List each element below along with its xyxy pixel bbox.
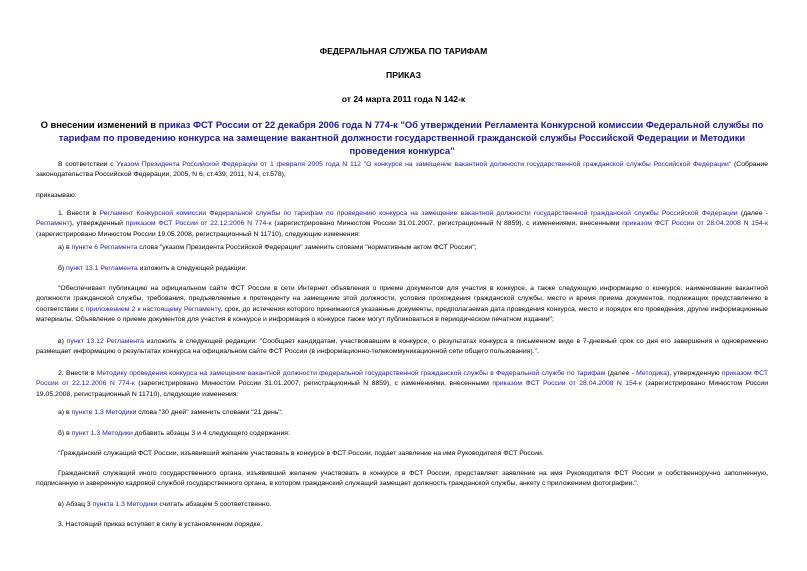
methodology-link[interactable]: Методику проведения конкурса на замещение вакантной должности федеральной государственной гражданской службы в Федеральной службе по тарифам [96,370,606,377]
reglament-point-13-1-link[interactable]: пункт 13.1 Регламента [66,265,138,272]
item-2c-text-1: в) Абзац 3 [58,501,93,508]
item-2c-paragraph [36,500,768,510]
quote-3-paragraph: Гражданский служащий иного государственного органа, изъявивший желание участвовать в конкурсе в ФСТ России, представляет заявление на имя Руководителя ФСТ России и собственноручно заполненную, подписанную и заверенную кадровой службой государственного органа, в котором гражданский служащий замещает должность гражданской службы, анкету с приложением фотографии.". [36,470,768,488]
item-2-text-4: (зарегистрировано Минюстом России 31.01.2007, регистрационный N 8859), с изменениями, внесенными [134,380,493,388]
item-1a-text-2: слова "указом Президента Российской Федерации" заменить словами "нормативным актом ФСТ России"; [137,244,477,251]
item-2a-text-1: а) в [58,409,72,416]
document-type-heading: ПРИКАЗ [386,70,421,80]
item-2b-text-2: добавить абзацы 3 и 4 следующего содержания: [132,430,290,437]
item-2b-text-1: б) в [58,430,72,437]
item-2a-text-2: слова "30 дней" заменить словами "21 день"; [136,409,283,416]
item-1-paragraph [36,209,768,240]
item-1-text-2: (далее - [737,210,768,217]
order-word: приказываю: [36,192,77,199]
item-1-text-3: ), утвержденный [69,220,126,228]
agency-heading: ФЕДЕРАЛЬНАЯ СЛУЖБА ПО ТАРИФАМ [319,46,488,56]
item-2c-text-2: считать абзацем 5 соответственно. [157,501,272,508]
presidential-decree-link[interactable]: Указом Президента Российской Федерации от 1 февраля 2005 года N 112 "О конкурсе на замещение вакантной должности государственной гражданской службы Российской Федерации" [116,161,732,168]
preamble-paragraph [36,160,768,181]
methodology-point-1-3-link[interactable]: пункте 1.3 Методики [71,409,137,416]
reglament-link[interactable]: Регламент Конкурсной комиссии Федеральной службы по тарифам по проведению конкурса на замещение вакантной должности государственной гражданской службы Российской Федерации [99,210,738,217]
methodology-short-link[interactable]: Методика [636,370,667,377]
quote-1-text-2: , срок, до истечения которого принимаются указанные документы, предполагаемая дата проведения конкурса, место и порядок его проведения, другие информационные материалы. Объявление о приеме документов для участия в конкурсе и информация о конкурсе также могут публиковаться в периодическом печатном издании"; [36,305,768,324]
item-2-text-5: (зарегистрировано Минюстом России 19.05.2008, регистрационный N 11710), следующие изменения: [36,380,769,398]
quote-1-text-1: "Обеспечивает публикацию на официальном сайте ФСТ России в сети Интернет объявления о приеме документов для участия в конкурсе, а также следующую информацию о конкурсе: наименование вакантной должности гражданской службы, требования, предъявляемые к претенденту на замещение этой должности, условия прохождения гражданской службы, место и время приема документов, подлежащих представлению в соответствии с [36,285,768,313]
methodology-point-1-3-link-2[interactable]: пункт 1.3 Методики [71,430,133,437]
order-154-link[interactable]: приказом ФСТ России от 28.04.2008 N 154-к [622,220,768,228]
title-prefix: О внесении изменений в [40,119,159,130]
item-1c-text-1: в) [58,338,67,345]
item-2-text-2: (далее - [605,370,637,377]
item-1a-paragraph [36,243,768,253]
date-number-heading: от 24 марта 2011 года N 142-к [341,94,466,104]
quote-2-paragraph: "Гражданский служащий ФСТ России, изъявивший желание участвовать в конкурсе в ФСТ России, подает заявление на имя Руководителя ФСТ России. [58,450,544,457]
item-1b-paragraph [36,264,768,274]
item-1a-text-1: а) в [58,244,72,251]
item-1c-paragraph [36,337,768,358]
item-1b-text-1: б) [58,265,67,272]
reglament-point-6-link[interactable]: пункте 6 Регламента [71,244,138,251]
methodology-point-1-3-link-3[interactable]: пункта 1.3 Методики [92,501,158,508]
item-1-text-5: (зарегистрировано Минюстом России 19.05.2008, регистрационный N 11710), следующие изменения: [36,230,360,238]
item-1-text-1: 1. Внести в [58,210,100,217]
quote-1-paragraph [36,284,768,326]
item-2a-paragraph [36,408,768,418]
preamble-text-2: (Собрание законодательства Российской Федерации, 2005, N 6, ст.439; 2011, N 4, ст.578), [36,161,768,179]
order-774-link-2[interactable]: приказом ФСТ России от 22.12.2006 N 774-к [36,370,769,388]
order-154-link-2[interactable]: приказом ФСТ России от 28.04.2008 N 154-к [492,380,642,388]
reglament-short-link[interactable]: Регламент [36,220,70,228]
item-1c-text-2: изложить в следующей редакции: "Сообщает кандидатам, участвовавшим в конкурсе, о результатах конкурса в письменном виде в 7-дневный срок со дня его завершения и одновременно размещает информацию о результатах конкурса на официальном сайте ФСТ России (в информационно-телекоммуникационной сети общего пользования).". [36,338,768,356]
item-1b-text-2: изложить в следующей редакции: [137,265,248,272]
preamble-text-1: В соответствии с [58,161,117,168]
order-774-link[interactable]: приказом ФСТ России от 22.12.2006 N 774-к [125,220,272,228]
appendix-2-link[interactable]: приложением 2 к настоящему Регламенту [85,305,221,313]
item-2b-paragraph [36,429,768,439]
item-3-paragraph: 3. Настоящий приказ вступает в силу в установленном порядке. [58,521,263,528]
item-2-text-3: ), утвержденную [666,370,722,377]
item-2-text-1: 2. Внести в [58,370,97,377]
item-2-paragraph [36,369,768,400]
reglament-point-13-12-link[interactable]: пункт 13.12 Регламента [66,338,144,345]
title-link[interactable]: приказ ФСТ России от 22 декабря 2006 года N 774-к "Об утверждении Регламента Конкурсной комиссии Федеральной службы по тарифам по проведению конкурса на замещение вакантной должности государственной гражданской службы Российской Федерации и Методики проведения конкурса" [58,119,764,156]
document-title [36,118,768,157]
item-1-text-4: (зарегистрировано Минюстом России 31.01.2007, регистрационный N 8859), с изменениями, внесенными [271,220,623,228]
